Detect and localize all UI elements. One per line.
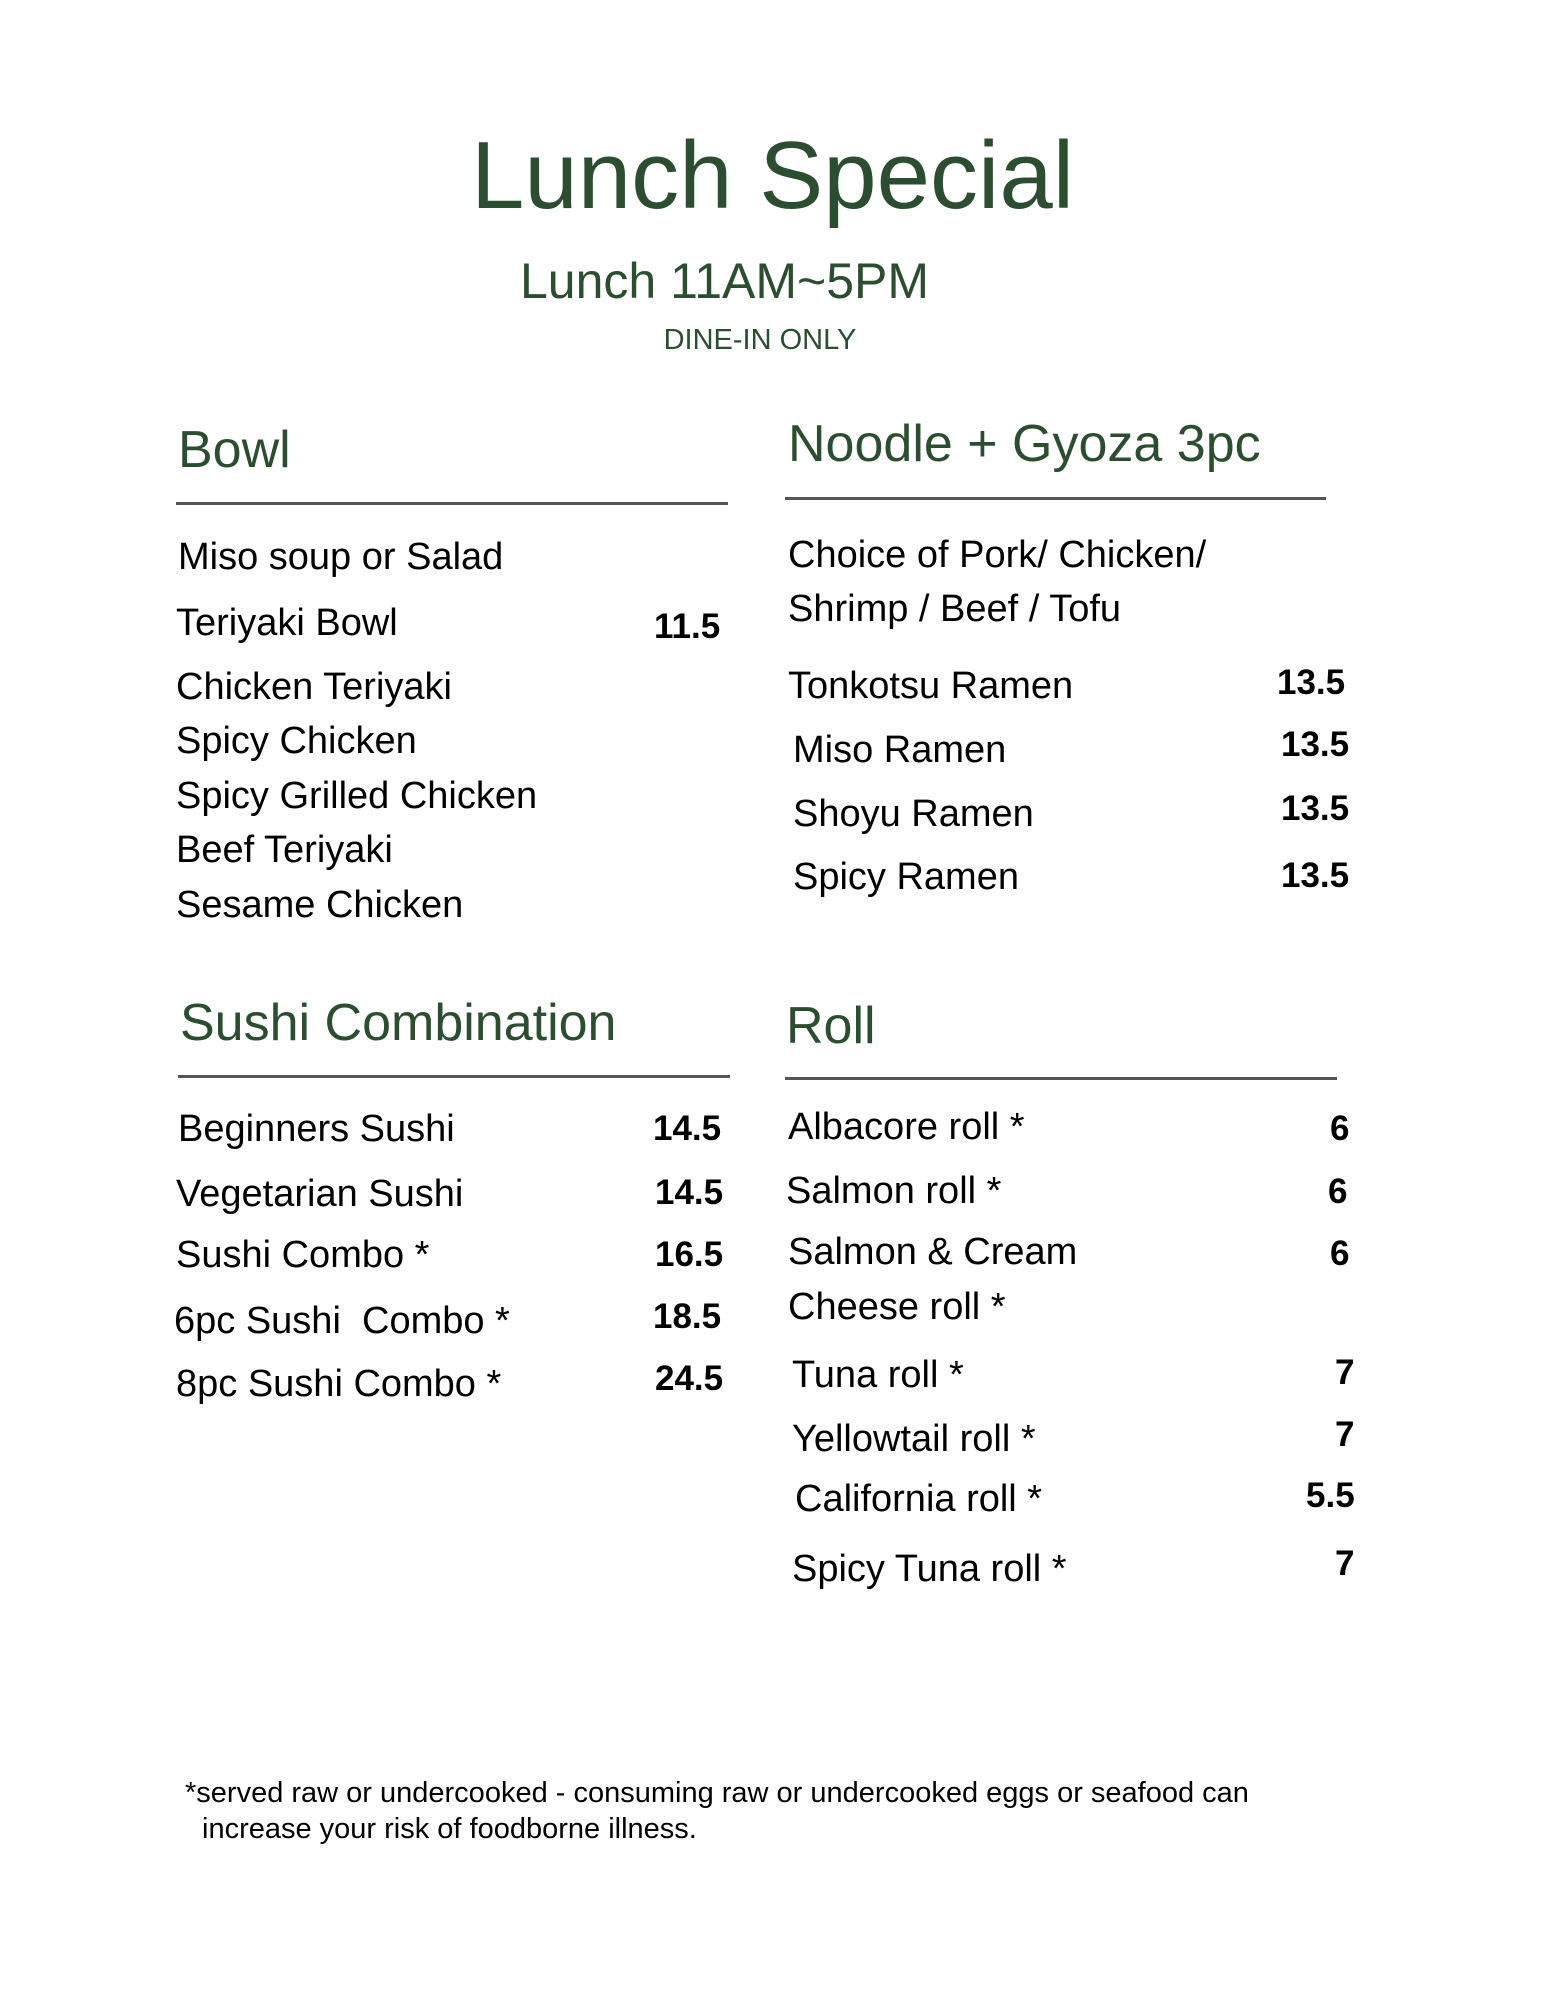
noodle-item-price: 13.5 bbox=[1281, 856, 1350, 895]
sushi-item-name: Vegetarian Sushi bbox=[176, 1173, 464, 1215]
disclaimer-line: increase your risk of foodborne illness. bbox=[202, 1813, 697, 1845]
bowl-option: Chicken Teriyaki bbox=[176, 666, 452, 708]
roll-item-name: Spicy Tuna roll * bbox=[792, 1548, 1067, 1590]
sushi-item-name: Beginners Sushi bbox=[178, 1108, 455, 1150]
sushi-item-price: 14.5 bbox=[653, 1109, 722, 1148]
roll-item-name: Salmon & Cream bbox=[788, 1231, 1078, 1273]
sushi-item-price: 24.5 bbox=[655, 1359, 724, 1398]
sushi-item-name: Sushi Combo * bbox=[176, 1234, 430, 1276]
bowl-option: Sesame Chicken bbox=[176, 884, 464, 926]
raw-food-disclaimer bbox=[185, 1775, 1385, 1847]
roll-divider bbox=[785, 1077, 1337, 1080]
noodle-item-name: Tonkotsu Ramen bbox=[788, 665, 1074, 707]
noodle-item-name: Spicy Ramen bbox=[793, 856, 1019, 898]
sushi-item-name: 8pc Sushi Combo * bbox=[176, 1363, 502, 1405]
roll-item-price: 5.5 bbox=[1306, 1476, 1355, 1515]
noodle-divider bbox=[785, 497, 1326, 500]
roll-item-price: 7 bbox=[1335, 1544, 1355, 1583]
sushi-item-price: 18.5 bbox=[653, 1297, 722, 1336]
bowl-option: Spicy Grilled Chicken bbox=[176, 775, 538, 817]
roll-item-price: 7 bbox=[1335, 1415, 1355, 1454]
sushi-item-price: 14.5 bbox=[655, 1173, 724, 1212]
sushi-item-name: 6pc Sushi Combo * bbox=[174, 1300, 510, 1342]
roll-item-name-continued: Cheese roll * bbox=[788, 1286, 1006, 1328]
roll-heading: Roll bbox=[786, 997, 876, 1055]
roll-item-name: Albacore roll * bbox=[788, 1106, 1025, 1148]
roll-item-price: 6 bbox=[1330, 1109, 1350, 1148]
noodle-item-name: Shoyu Ramen bbox=[793, 793, 1034, 835]
roll-item-price: 6 bbox=[1330, 1234, 1350, 1273]
bowl-option: Spicy Chicken bbox=[176, 720, 417, 762]
bowl-item-name: Teriyaki Bowl bbox=[176, 602, 398, 644]
menu-title: Lunch Special bbox=[470, 122, 1075, 229]
bowl-price: 11.5 bbox=[654, 607, 721, 646]
roll-item-name: Yellowtail roll * bbox=[792, 1418, 1036, 1460]
sushi-item-price: 16.5 bbox=[655, 1235, 724, 1274]
roll-item-price: 7 bbox=[1335, 1353, 1355, 1392]
roll-item-name: California roll * bbox=[795, 1478, 1043, 1520]
bowl-side-note: Miso soup or Salad bbox=[178, 536, 504, 578]
sushi-combination-heading: Sushi Combination bbox=[180, 994, 617, 1052]
noodle-choice-note: Shrimp / Beef / Tofu bbox=[788, 588, 1122, 630]
disclaimer-line: *served raw or undercooked - consuming raw or undercooked eggs or seafood can bbox=[185, 1777, 1249, 1809]
noodle-choice-note: Choice of Pork/ Chicken/ bbox=[788, 534, 1207, 576]
bowl-divider bbox=[176, 502, 728, 505]
dine-in-note: DINE-IN ONLY bbox=[663, 324, 857, 356]
roll-item-name: Salmon roll * bbox=[786, 1170, 1002, 1212]
noodle-heading: Noodle + Gyoza 3pc bbox=[788, 415, 1261, 473]
noodle-item-price: 13.5 bbox=[1277, 663, 1346, 702]
lunch-hours: Lunch 11AM~5PM bbox=[520, 253, 930, 309]
bowl-heading: Bowl bbox=[178, 421, 291, 479]
sushi-divider bbox=[178, 1075, 730, 1078]
noodle-item-price: 13.5 bbox=[1281, 725, 1350, 764]
noodle-item-price: 13.5 bbox=[1281, 789, 1350, 828]
bowl-option: Beef Teriyaki bbox=[176, 829, 393, 871]
noodle-item-name: Miso Ramen bbox=[793, 729, 1007, 771]
roll-item-price: 6 bbox=[1328, 1172, 1348, 1211]
roll-item-name: Tuna roll * bbox=[792, 1354, 964, 1396]
